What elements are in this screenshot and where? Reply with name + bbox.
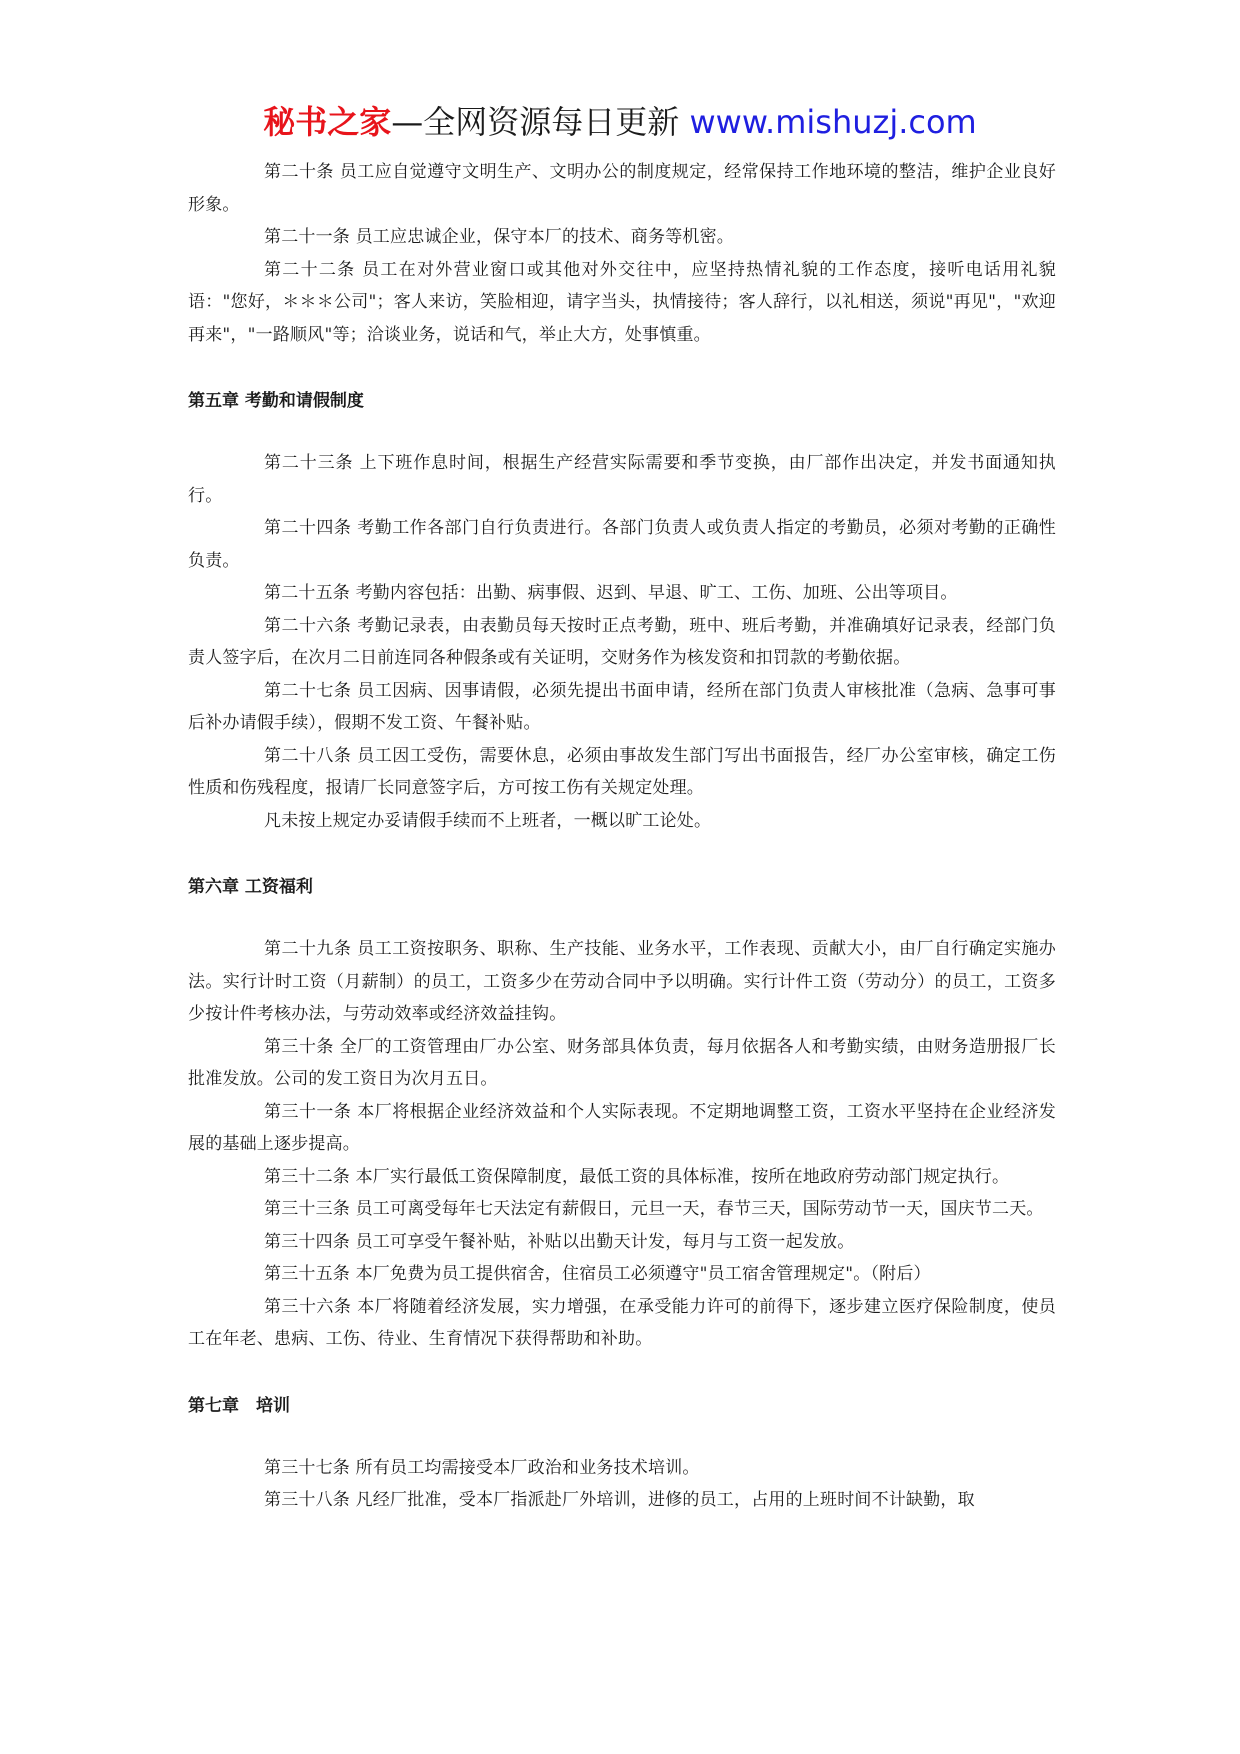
article-30: 第三十条 全厂的工资管理由厂办公室、财务部具体负责，每月依据各人和考勤实绩，由财务造册报厂长批准发放。公司的发工资日为次月五日。 [188, 1036, 1056, 1089]
article-22: 第二十二条 员工在对外营业窗口或其他对外交往中，应坚持热情礼貌的工作态度，接听电话用礼貌语："您好，＊＊＊公司"；客人来访，笑脸相迎，请字当头，执情接待；客人辞行，以礼相送，须说"再见"，"欢迎再来"，"一路顺风"等；洽谈业务，说话和气，举止大方，处事慎重。 [188, 259, 1056, 345]
article-25: 第二十五条 考勤内容包括：出勤、病事假、迟到、早退、旷工、工伤、加班、公出等项目。 [264, 583, 958, 603]
article-26: 第二十六条 考勤记录表，由表勤员每天按时正点考勤，班中、班后考勤，并准确填好记录表，经部门负责人签字后，在次月二日前连同各种假条或有关证明，交财务作为核发资和扣罚款的考勤依据。 [188, 615, 1056, 668]
site-brand: 秘书之家 [263, 103, 392, 141]
article-31: 第三十一条 本厂将根据企业经济效益和个人实际表现。不定期地调整工资，工资水平坚持在企业经济发展的基础上逐步提高。 [188, 1101, 1056, 1154]
header-dash: — [391, 103, 424, 141]
article-38: 第三十八条 凡经厂批准，受本厂指派赴厂外培训，进修的员工，占用的上班时间不计缺勤，取 [264, 1490, 975, 1510]
article-21: 第二十一条 员工应忠诚企业，保守本厂的技术、商务等机密。 [264, 227, 735, 247]
article-28: 第二十八条 员工因工受伤，需要休息，必须由事故发生部门写出书面报告，经厂办公室审核，确定工伤性质和伤残程度，报请厂长同意签字后，方可按工伤有关规定处理。 [188, 745, 1056, 798]
chapter-7-heading: 第七章 培训 [188, 1395, 290, 1416]
article-27: 第二十七条 员工因病、因事请假，必须先提出书面申请，经所在部门负责人审核批准（急病、急事可事后补办请假手续），假期不发工资、午餐补贴。 [188, 680, 1056, 733]
article-34: 第三十四条 员工可享受午餐补贴，补贴以出勤天计发，每月与工资一起发放。 [264, 1231, 855, 1252]
chapter-5-heading: 第五章 考勤和请假制度 [188, 391, 364, 411]
site-header [0, 100, 1240, 144]
article-35: 第三十五条 本厂免费为员工提供宿舍，住宿员工必须遵守"员工宿舍管理规定"。（附后） [264, 1264, 931, 1284]
article-33: 第三十三条 员工可离受每年七天法定有薪假日，元旦一天，春节三天，国际劳动节一天，国庆节二天。 [264, 1199, 1044, 1219]
header-tagline: 全网资源每日更新 [423, 103, 680, 141]
absence-note: 凡未按上规定办妥请假手续而不上班者，一概以旷工论处。 [264, 810, 712, 831]
article-24: 第二十四条 考勤工作各部门自行负责进行。各部门负责人或负责人指定的考勤员，必须对考勤的正确性负责。 [188, 518, 1056, 571]
article-29: 第二十九条 员工工资按职务、职称、生产技能、业务水平，工作表现、贡献大小，由厂自行确定实施办法。实行计时工资（月薪制）的员工，工资多少在劳动合同中予以明确。实行计件工资（劳动分）的员工，工资多少按计件考核办法，与劳动效率或经济效益挂钩。 [188, 939, 1056, 1024]
article-32: 第三十二条 本厂实行最低工资保障制度，最低工资的具体标准，按所在地政府劳动部门规定执行。 [264, 1166, 1010, 1187]
article-23: 第二十三条 上下班作息时间，根据生产经营实际需要和季节变换，由厂部作出决定，并发书面通知执行。 [188, 453, 1056, 506]
site-url-link[interactable]: www.mishuzj.com [689, 103, 977, 141]
article-36: 第三十六条 本厂将随着经济发展，实力增强，在承受能力许可的前得下，逐步建立医疗保险制度，使员工在年老、患病、工伤、待业、生育情况下获得帮助和补助。 [188, 1296, 1056, 1349]
chapter-6-heading: 第六章 工资福利 [188, 877, 313, 897]
document-body [188, 156, 1056, 1517]
article-37: 第三十七条 所有员工均需接受本厂政治和业务技术培训。 [264, 1457, 700, 1478]
article-20: 第二十条 员工应自觉遵守文明生产、文明办公的制度规定，经常保持工作地环境的整洁，维护企业良好形象。 [188, 162, 1056, 215]
